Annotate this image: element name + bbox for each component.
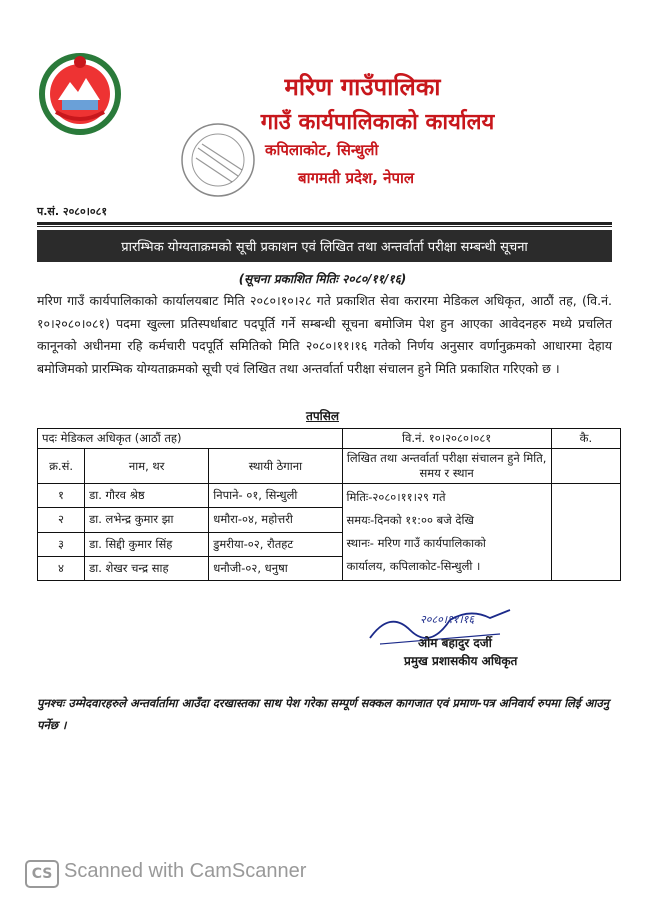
table-row [38, 484, 621, 508]
row-address: धमौरा-०४, महोत्तरी [209, 508, 342, 532]
office-subtitle: गाउँ कार्यपालिकाको कार्यालय [260, 110, 495, 135]
table-header-row [38, 449, 621, 484]
camscanner-logo-icon: CS [25, 860, 59, 888]
header-divider [37, 222, 612, 225]
col-serial: क्र.सं. [38, 449, 85, 484]
address-line-2: बागमती प्रदेश, नेपाल [298, 169, 415, 187]
vacancy-number: वि.नं. १०।२०८०।०८१ [342, 429, 551, 449]
schedule-place-2: कार्यालय, कपिलाकोट-सिन्धुली । [346, 559, 481, 573]
camscanner-watermark: Scanned with CamScanner [64, 860, 307, 882]
row-name: डा. गौरव श्रेष्ठ [85, 484, 209, 508]
header-divider-thin [37, 226, 612, 227]
schedule-cell [342, 484, 551, 581]
row-serial: ४ [38, 556, 85, 580]
candidate-table [37, 428, 621, 581]
details-heading: तपसिल [305, 409, 339, 423]
row-address: डुमरीया-०२, रौतहट [209, 532, 342, 556]
table-post-row [38, 429, 621, 449]
row-name: डा. लभेन्द्र कुमार झा [85, 508, 209, 532]
office-name: मरिण गाउँपालिका [284, 73, 441, 101]
col-name: नाम, थर [85, 449, 209, 484]
col-schedule: लिखित तथा अन्तर्वार्ता परीक्षा संचालन हुने मिति, समय र स्थान [342, 449, 551, 484]
schedule-place-1: स्थानः- मरिण गाउँ कार्यपालिकाको [346, 536, 486, 550]
schedule-time: समयः-दिनको ११:०० बजे देखि [346, 513, 474, 527]
signer-name: ओम बहादुर दर्जी [418, 636, 492, 650]
signer-title: प्रमुख प्रशासकीय अधिकृत [404, 654, 518, 668]
row-address: धनौजी-०२, धनुषा [209, 556, 342, 580]
col-address: स्थायी ठेगाना [209, 449, 342, 484]
office-seal-icon [168, 118, 278, 208]
col-remarks-empty [551, 449, 620, 484]
postscript-note: पुनश्चः उम्मेदवारहरुले अन्तर्वार्तामा आउँदा दरखास्तका साथ पेश गरेका सम्पूर्ण सक्कल कागजात एवं प्रमाण-पत्र अनिवार्य रुपमा लिई आउनु पर्नेछ । [37, 696, 610, 732]
signature-date: २०८०।११।१६ [420, 613, 475, 626]
row-serial: २ [38, 508, 85, 532]
remarks-header: कै. [551, 429, 620, 449]
publish-date: (सूचना प्रकाशित मितिः २०८०/११/१६) [238, 272, 407, 286]
row-name: डा. सिद्दी कुमार सिंह [85, 532, 209, 556]
row-name: डा. शेखर चन्द्र साह [85, 556, 209, 580]
address-line-1: कपिलाकोट, सिन्धुली [265, 141, 379, 159]
post-label: पदः मेडिकल अधिकृत (आठौं तह) [38, 429, 343, 449]
row-serial: ३ [38, 532, 85, 556]
reference-number: प.सं. २०८०।०८१ [37, 205, 108, 218]
notice-title: प्रारम्भिक योग्यताक्रमको सूची प्रकाशन एवं लिखित तथा अन्तर्वार्ता परीक्षा सम्बन्धी सूचना [37, 230, 612, 262]
schedule-date: मितिः-२०८०।११।२९ गते [346, 490, 446, 504]
row-address: निपाने- ०१, सिन्धुली [209, 484, 342, 508]
row-serial: १ [38, 484, 85, 508]
remarks-cell [551, 484, 620, 581]
notice-body: मरिण गाउँ कार्यपालिकाको कार्यालयबाट मिति २०८०।१०।२८ गते प्रकाशित सेवा करारमा मेडिकल अधिकृत, आठौं तह, (वि.नं. १०।२०८०।०८१) पदमा खुल्ला प्रतिस्पर्धाबाट पदपूर्ति गर्ने सम्बन्धी सूचना बमोजिम पेश हुन आएका आवेदनहरु मध्ये प्रचलित कानूनको अधीनमा रहि कर्मचारी पदपूर्ति समितिको मिति २०८०।११।१६ गतेको निर्णय अनुसार वर्णानुक्रमको आधारमा देहाय बमोजिमको प्रारम्भिक योग्यताक्रमको सूची एवं लिखित तथा अन्तर्वार्ता परीक्षा संचालन हुने मिति प्रकाशित गरिएको छ । [37, 293, 612, 376]
